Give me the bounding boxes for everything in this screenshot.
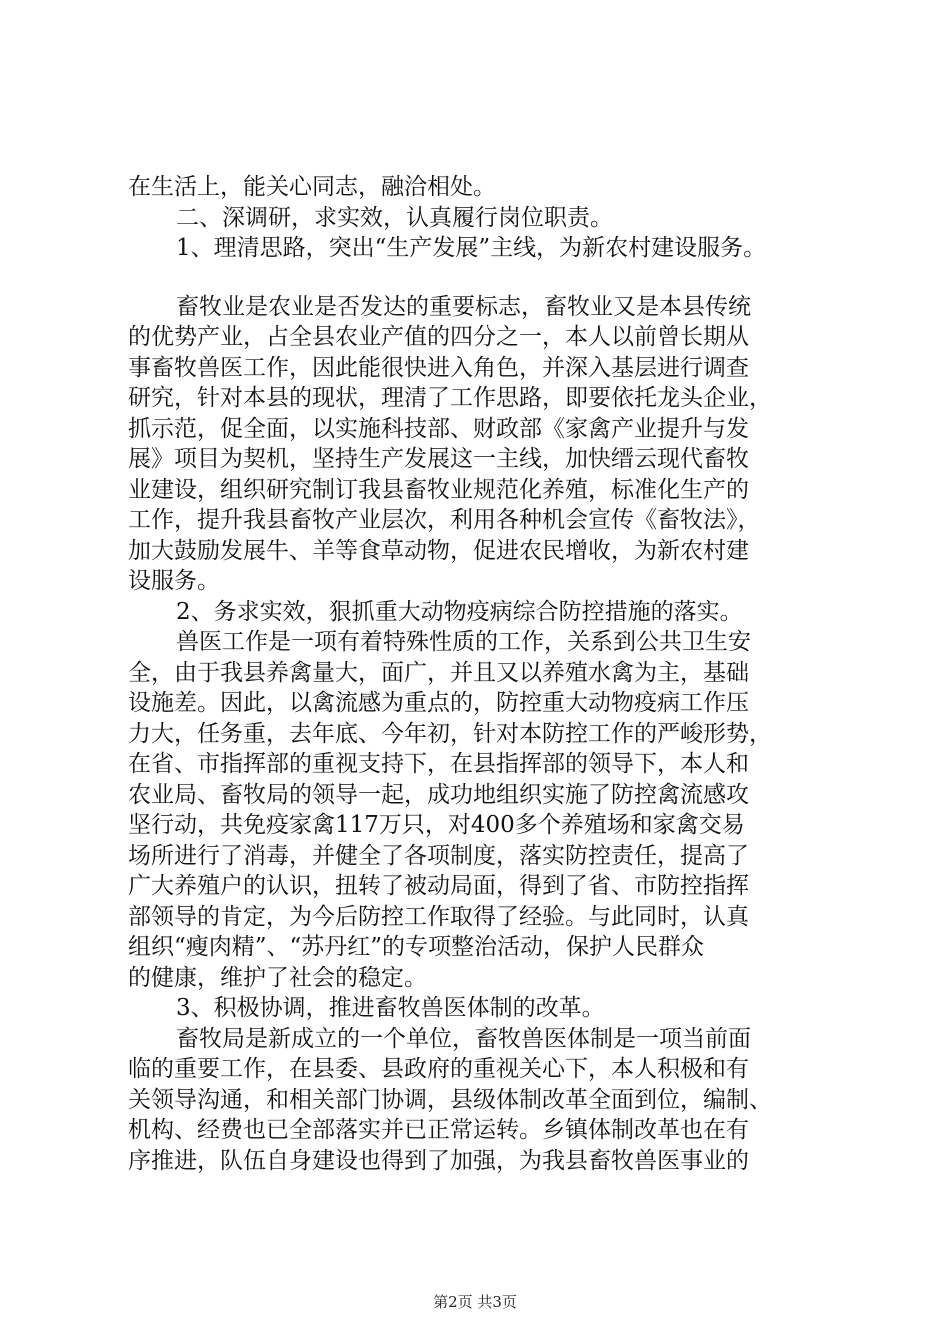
page-footer: 第2页 共3页 bbox=[433, 1293, 517, 1311]
text-line: 场所进行了消毒，并健全了各项制度，落实防控责任，提高了 bbox=[128, 842, 749, 869]
text-line: 兽医工作是一项有着特殊性质的工作，关系到公共卫生安 bbox=[176, 629, 751, 655]
text-line: 机构、经费也已全部落实并已正常运转。乡镇体制改革也在有 bbox=[128, 1117, 749, 1143]
subsection-heading: 3、积极协调，推进畜牧兽医体制的改革。 bbox=[176, 995, 605, 1021]
text-line: 抓示范，促全面，以实施科技部、财政部《家禽产业提升与发 bbox=[128, 415, 749, 442]
text-line: 在生活上，能关心同志，融洽相处。 bbox=[128, 174, 496, 200]
text-line: 研究，针对本县的现状，理清了工作思路，即要依托龙头企业， bbox=[128, 385, 772, 411]
text-line: 畜牧业是农业是否发达的重要标志，畜牧业又是本县传统 bbox=[176, 293, 751, 320]
text-line: 序推进，队伍自身建设也得到了加强，为我县畜牧兽医事业的 bbox=[128, 1147, 749, 1174]
text-line: 设服务。 bbox=[128, 568, 220, 594]
text-line: 坚行动，共免疫家禽117万只，对400多个养殖场和家禽交易 bbox=[128, 812, 745, 838]
text-line: 广大养殖户的认识，扭转了被动局面，得到了省、市防控指挥 bbox=[128, 873, 749, 899]
text-line: 全，由于我县养禽量大，面广，并且又以养殖水禽为主，基础 bbox=[128, 659, 749, 686]
text-line: 畜牧局是新成立的一个单位，畜牧兽医体制是一项当前面 bbox=[176, 1025, 751, 1052]
text-line: 事畜牧兽医工作，因此能很快进入角色，并深入基层进行调查 bbox=[128, 354, 749, 381]
paragraph-gap bbox=[128, 264, 832, 292]
text-line: 业建设，组织研究制订我县畜牧业规范化养殖，标准化生产的 bbox=[128, 476, 749, 503]
text-line: 设施差。因此，以禽流感为重点的，防控重大动物疫病工作压 bbox=[128, 690, 749, 716]
text-line: 临的重要工作，在县委、县政府的重视关心下，本人积极和有 bbox=[128, 1056, 749, 1082]
subsection-heading: 1、理清思路，突出“生产发展”主线，为新农村建设服务。 bbox=[176, 235, 767, 261]
text-line: 工作，提升我县畜牧产业层次，利用各种机会宣传《畜牧法》， bbox=[128, 507, 761, 533]
text-line: 展》项目为契机，坚持生产发展这一主线，加快缙云现代畜牧 bbox=[128, 446, 749, 472]
subsection-heading: 2、务求实效，狠抓重大动物疫病综合防控措施的落实。 bbox=[176, 598, 743, 625]
text-line: 在省、市指挥部的重视支持下，在县指挥部的领导下，本人和 bbox=[128, 751, 749, 777]
text-line: 农业局、畜牧局的领导一起，成功地组织实施了防控禽流感攻 bbox=[128, 781, 749, 808]
text-line: 的健康，维护了社会的稳定。 bbox=[128, 964, 427, 991]
text-line: 加大鼓励发展牛、羊等食草动物，促进农民增收，为新农村建 bbox=[128, 537, 749, 564]
text-line: 组织“瘦肉精”、“苏丹红”的专项整治活动，保护人民群众 bbox=[128, 934, 705, 960]
body-text bbox=[128, 172, 832, 1176]
text-line: 的优势产业，占全县农业产值的四分之一，本人以前曾长期从 bbox=[128, 324, 749, 350]
text-line: 部领导的肯定，为今后防控工作取得了经验。与此同时，认真 bbox=[128, 903, 749, 930]
text-line: 关领导沟通，和相关部门协调，县级体制改革全面到位，编制、 bbox=[128, 1086, 772, 1113]
section-heading: 二、深调研，求实效，认真履行岗位职责。 bbox=[176, 204, 613, 231]
text-line: 力大，任务重，去年底、今年初，针对本防控工作的严峻形势， bbox=[128, 720, 772, 747]
